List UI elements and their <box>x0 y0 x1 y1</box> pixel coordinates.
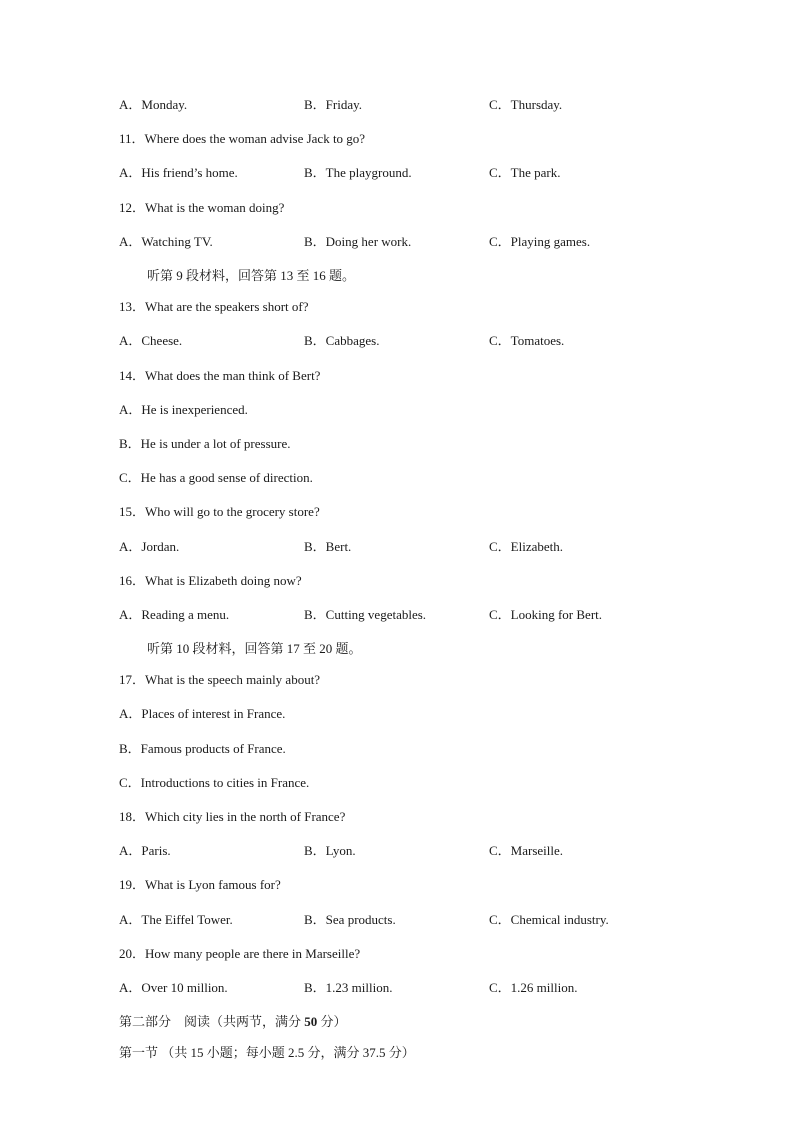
options-row: A．Paris. B．Lyon. C．Marseille. <box>119 843 564 858</box>
section-instruction: 听第 10 段材料，回答第 17 至 20 题。 <box>147 641 362 656</box>
options-row: A．Over 10 million. B．1.23 million. C．1.26 million. <box>119 980 578 995</box>
option-line: A．Places of interest in France. <box>119 706 286 721</box>
option-line: B．He is under a lot of pressure. <box>119 436 291 451</box>
question-13: 13．What are the speakers short of? <box>119 299 309 314</box>
question-18: 18．Which city lies in the north of France? <box>119 809 346 824</box>
question-12: 12．What is the woman doing? <box>119 200 285 215</box>
question-14: 14．What does the man think of Bert? <box>119 368 321 383</box>
option-line: C．Introductions to cities in France. <box>119 775 310 790</box>
section-instruction: 听第 9 段材料，回答第 13 至 16 题。 <box>147 268 356 283</box>
options-row: A．Reading a menu. B．Cutting vegetables. C．Looking for Bert. <box>119 607 603 622</box>
option-line: C．He has a good sense of direction. <box>119 470 313 485</box>
options-row: A．Monday. B．Friday. C．Thursday. <box>119 97 563 112</box>
part-two-heading: 第二部分 阅读（共两节，满分 50 分） <box>119 1014 347 1029</box>
options-row: A．His friend’s home. B．The playground. C．The park. <box>119 165 561 180</box>
option-line: A．He is inexperienced. <box>119 402 248 417</box>
question-20: 20．How many people are there in Marseille? <box>119 946 361 961</box>
options-row: A．Jordan. B．Bert. C．Elizabeth. <box>119 539 564 554</box>
question-19: 19．What is Lyon famous for? <box>119 877 281 892</box>
section-one-heading: 第一节 （共 15 小题；每小题 2.5 分，满分 37.5 分） <box>119 1045 415 1060</box>
options-row: A．The Eiffel Tower. B．Sea products. C．Chemical industry. <box>119 912 609 927</box>
question-15: 15．Who will go to the grocery store? <box>119 504 320 519</box>
options-row: A．Cheese. B．Cabbages. C．Tomatoes. <box>119 333 565 348</box>
question-17: 17．What is the speech mainly about? <box>119 672 321 687</box>
question-11: 11．Where does the woman advise Jack to go? <box>119 131 366 146</box>
option-line: B．Famous products of France. <box>119 741 286 756</box>
question-16: 16．What is Elizabeth doing now? <box>119 573 302 588</box>
options-row: A．Watching TV. B．Doing her work. C．Playing games. <box>119 234 591 249</box>
